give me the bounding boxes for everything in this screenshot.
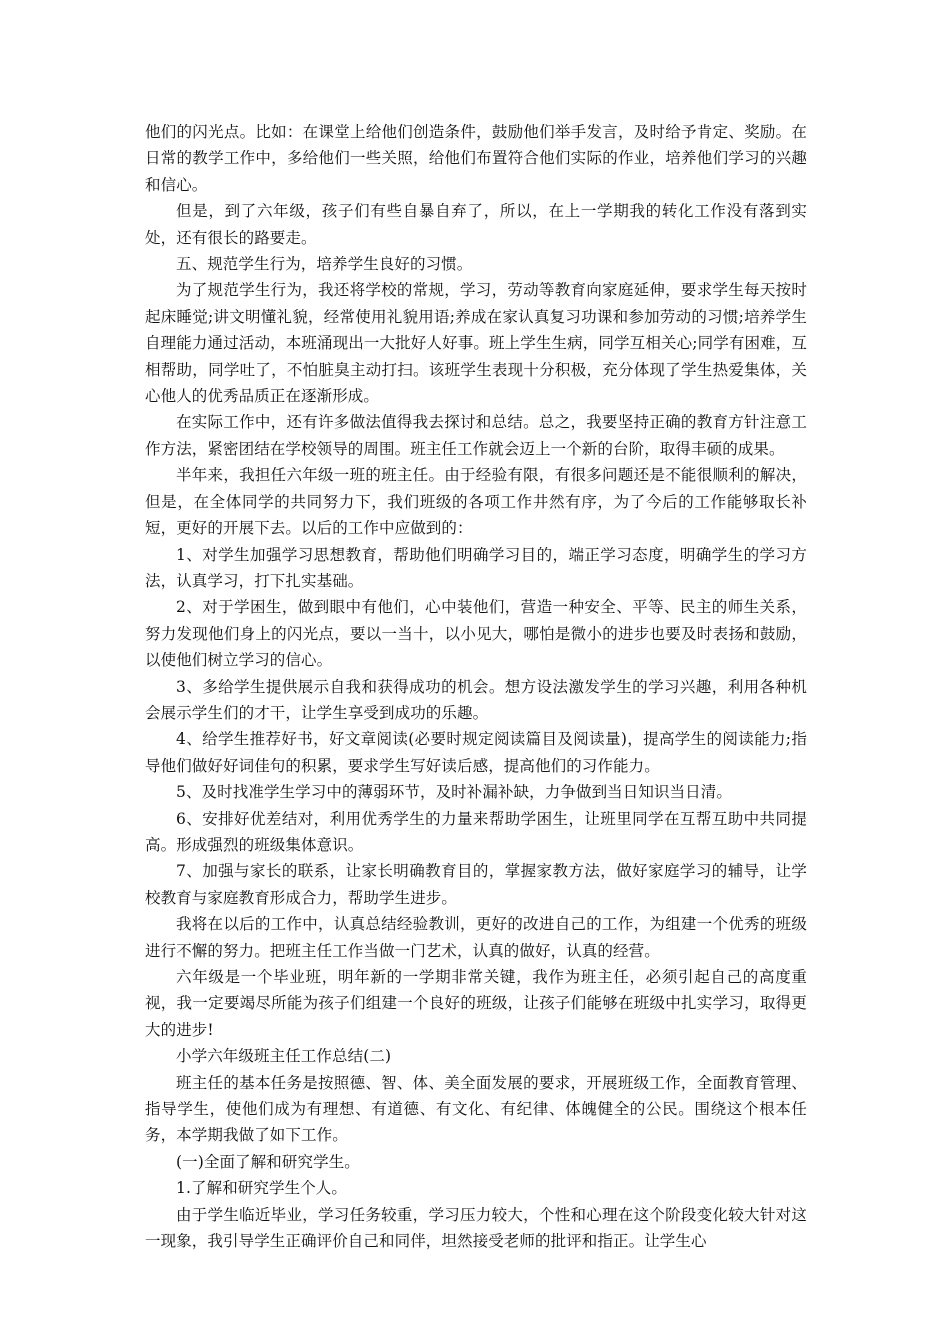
- paragraph: 在实际工作中，还有许多做法值得我去探讨和总结。总之，我要坚持正确的教育方针注意工作方法，紧密团结在学校领导的周围。班主任工作就会迈上一个新的台阶，取得丰硕的成果。: [145, 413, 807, 458]
- paragraph: 他们的闪光点。比如：在课堂上给他们创造条件，鼓励他们举手发言，及时给予肯定、奖励。在日常的教学工作中，多给他们一些关照，给他们布置符合他们实际的作业，培养他们学习的兴趣和信心。: [145, 123, 807, 194]
- list-item: 5、及时找准学生学习中的薄弱环节，及时补漏补缺，力争做到当日知识当日清。: [176, 783, 732, 802]
- list-item: 1、对学生加强学习思想教育，帮助他们明确学习目的，端正学习态度，明确学生的学习方法，认真学习，打下扎实基础。: [145, 545, 807, 590]
- paragraph: 为了规范学生行为，我还将学校的常规，学习，劳动等教育向家庭延伸，要求学生每天按时起床睡觉;讲文明懂礼貌，经常使用礼貌用语;养成在家认真复习功课和参加劳动的习惯;培养学生自理能力通过活动，本班涌现出一大批好人好事。班上学生生病，同学互相关心;同学有困难，互相帮助，同学吐了，不怕脏臭主动打扫。该班学生表现十分积极，充分体现了学生热爱集体，关心他人的优秀品质正在逐渐形成。: [145, 281, 807, 406]
- paragraph: 半年来，我担任六年级一班的班主任。由于经验有限，有很多问题还是不能很顺利的解决，但是，在全体同学的共同努力下，我们班级的各项工作井然有序，为了今后的工作能够取长补短，更好的开展下去。以后的工作中应做到的：: [145, 466, 807, 538]
- paragraph: 但是，到了六年级，孩子们有些自暴自弃了，所以，在上一学期我的转化工作没有落到实处，还有很长的路要走。: [145, 202, 807, 247]
- document-page: [145, 119, 807, 1254]
- paragraph: 班主任的基本任务是按照德、智、体、美全面发展的要求，开展班级工作，全面教育管理、指导学生，使他们成为有理想、有道德、有文化、有纪律、体魄健全的公民。围绕这个根本任务，本学期我做了如下工作。: [145, 1073, 807, 1145]
- subsection-heading: 1.了解和研究学生个人。: [176, 1179, 347, 1198]
- section-title: 小学六年级班主任工作总结(二): [176, 1047, 392, 1066]
- paragraph: 由于学生临近毕业，学习任务较重，学习压力较大，个性和心理在这个阶段变化较大针对这一现象，我引导学生正确评价自己和同伴，坦然接受老师的批评和指正。让学生心: [145, 1205, 807, 1251]
- list-item: 7、加强与家长的联系，让家长明确教育目的，掌握家教方法，做好家庭学习的辅导，让学校教育与家庭教育形成合力，帮助学生进步。: [145, 862, 807, 907]
- list-item: 2、对于学困生，做到眼中有他们，心中装他们，营造一种安全、平等、民主的师生关系，努力发现他们身上的闪光点，要以一当十，以小见大，哪怕是微小的进步也要及时表扬和鼓励，以使他们树立学习的信心。: [145, 598, 807, 670]
- section-heading: 五、规范学生行为，培养学生良好的习惯。: [176, 255, 473, 274]
- list-item: 3、多给学生提供展示自我和获得成功的机会。想方设法激发学生的学习兴趣，利用各种机会展示学生们的才干，让学生享受到成功的乐趣。: [145, 677, 807, 722]
- list-item: 6、安排好优差结对，利用优秀学生的力量来帮助学困生，让班里同学在互帮互助中共同提高。形成强烈的班级集体意识。: [145, 809, 807, 854]
- list-item: 4、给学生推荐好书，好文章阅读(必要时规定阅读篇目及阅读量)，提高学生的阅读能力;指导他们做好好词佳句的积累，要求学生写好读后感，提高他们的习作能力。: [145, 730, 807, 775]
- paragraph: 我将在以后的工作中，认真总结经验教训，更好的改进自己的工作，为组建一个优秀的班级进行不懈的努力。把班主任工作当做一门艺术，认真的做好，认真的经营。: [145, 915, 807, 960]
- paragraph: 六年级是一个毕业班，明年新的一学期非常关键，我作为班主任，必须引起自己的高度重视，我一定要竭尽所能为孩子们组建一个良好的班级，让孩子们能够在班级中扎实学习，取得更大的进步!: [145, 968, 807, 1039]
- section-heading: (一)全面了解和研究学生。: [176, 1152, 360, 1171]
